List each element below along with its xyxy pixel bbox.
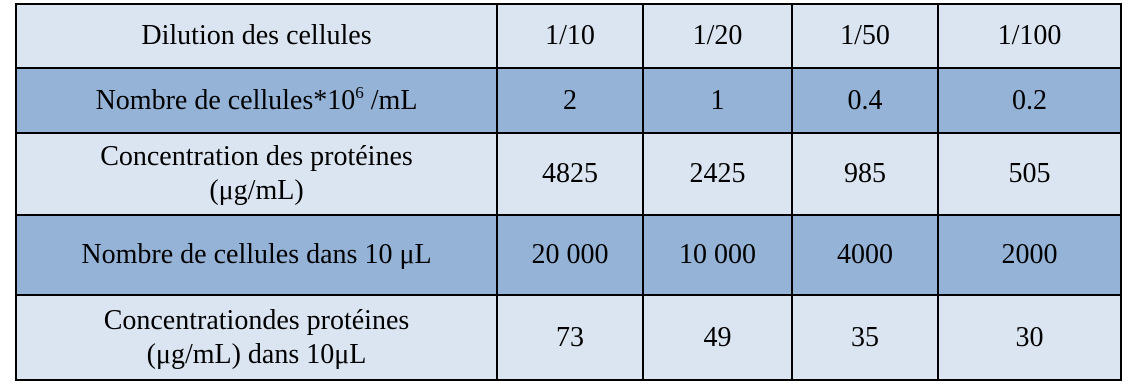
table-row-cell-count bbox=[16, 68, 1121, 133]
header-dilution-1-50: 1/50 bbox=[792, 4, 938, 68]
cell-value: 4825 bbox=[497, 133, 643, 215]
cell-value: 505 bbox=[938, 133, 1121, 215]
table-row-cells-in-10ul bbox=[16, 215, 1121, 295]
dilution-table bbox=[15, 3, 1122, 381]
table-row-protein-concentration bbox=[16, 133, 1121, 215]
cell-value: 73 bbox=[497, 295, 643, 380]
row-label-cell-count: Nombre de $cellules*10^6$ /mL bbox=[16, 68, 497, 133]
header-dilution-1-20: 1/20 bbox=[643, 4, 792, 68]
cell-value: 985 bbox=[792, 133, 938, 215]
header-row bbox=[16, 4, 1121, 68]
cell-value: 49 bbox=[643, 295, 792, 380]
cell-value: 2 bbox=[497, 68, 643, 133]
cell-value: 20 000 bbox=[497, 215, 643, 295]
cell-value: 30 bbox=[938, 295, 1121, 380]
row-label-protein-concentration: Concentration des protéines (μg/mL) bbox=[16, 133, 497, 215]
header-dilution-1-100: 1/100 bbox=[938, 4, 1121, 68]
cell-value: 1 bbox=[643, 68, 792, 133]
cell-value: 2000 bbox=[938, 215, 1121, 295]
row-label-protein-in-10ul: Concentrationdes protéines (μg/mL) dans 10μL bbox=[16, 295, 497, 380]
cell-value: 10 000 bbox=[643, 215, 792, 295]
table-row-protein-in-10ul bbox=[16, 295, 1121, 380]
cell-value: 4000 bbox=[792, 215, 938, 295]
row-label-cells-in-10ul: Nombre de cellules dans 10 μL bbox=[16, 215, 497, 295]
cell-value: 0.2 bbox=[938, 68, 1121, 133]
exponent: 6 bbox=[355, 82, 364, 102]
header-label-cell: Dilution des cellules bbox=[16, 4, 497, 68]
cell-value: 35 bbox=[792, 295, 938, 380]
cell-value: 0.4 bbox=[792, 68, 938, 133]
header-dilution-1-10: 1/10 bbox=[497, 4, 643, 68]
cell-value: 2425 bbox=[643, 133, 792, 215]
